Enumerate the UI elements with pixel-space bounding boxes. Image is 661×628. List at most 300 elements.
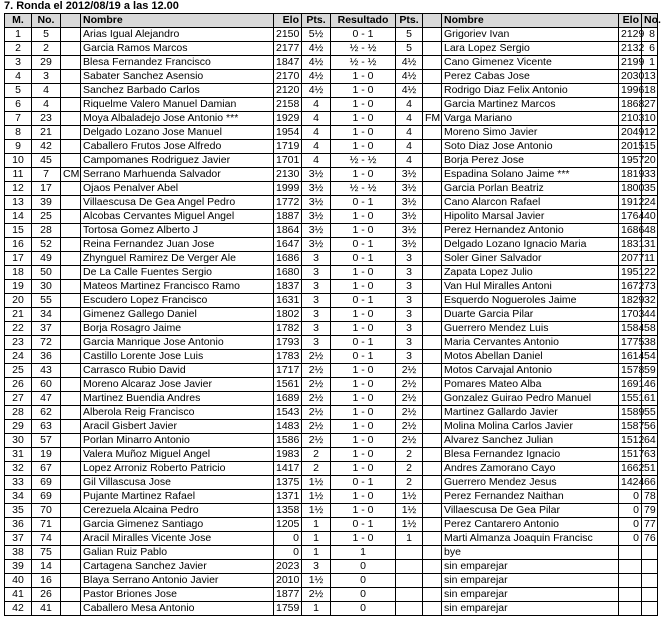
player-number-cell: 16 [32,574,61,588]
opponent-title-cell [423,308,442,322]
opponent-points-cell: 4½ [396,70,423,84]
opponent-elo-cell: 1614 [619,350,642,364]
header-result: Resultado [331,14,396,28]
player-title-cell [61,602,81,616]
player-title-cell [61,588,81,602]
opponent-title-cell [423,126,442,140]
opponent-number-cell: 73 [642,280,658,294]
player-points-cell: 2½ [302,406,331,420]
result-cell: 1 - 0 [331,532,396,546]
header-name-2: Nombre [442,14,619,28]
opponent-points-cell: 4 [396,126,423,140]
player-elo-cell: 2177 [274,42,302,56]
player-name-cell: Garcia Manrique Jose Antonio [81,336,274,350]
opponent-number-cell: 11 [642,252,658,266]
opponent-name-cell: Pomares Mateo Alba [442,378,619,392]
match-number-cell: 7 [5,112,32,126]
player-points-cell: 4 [302,154,331,168]
player-title-cell [61,546,81,560]
player-elo-cell: 1783 [274,350,302,364]
header-points-2: Pts. [396,14,423,28]
table-row [5,560,658,574]
player-name-cell: Borja Rosagro Jaime [81,322,274,336]
match-number-cell: 10 [5,154,32,168]
opponent-elo-cell [619,588,642,602]
table-row [5,308,658,322]
opponent-points-cell: 2 [396,448,423,462]
player-number-cell: 36 [32,350,61,364]
opponent-elo-cell: 1951 [619,266,642,280]
opponent-points-cell: 1½ [396,518,423,532]
player-elo-cell: 2150 [274,28,302,42]
player-points-cell: 3 [302,560,331,574]
opponent-number-cell: 1 [642,56,658,70]
header-title-2 [423,14,442,28]
opponent-title-cell [423,434,442,448]
match-number-cell: 34 [5,490,32,504]
opponent-points-cell: 4 [396,154,423,168]
opponent-elo-cell: 1662 [619,462,642,476]
opponent-points-cell: 2 [396,476,423,490]
player-title-cell [61,238,81,252]
player-name-cell: Ojaos Penalver Abel [81,182,274,196]
opponent-points-cell: 3½ [396,168,423,182]
opponent-points-cell: 3 [396,266,423,280]
result-cell: 1 - 0 [331,84,396,98]
player-title-cell [61,532,81,546]
opponent-number-cell: 46 [642,378,658,392]
match-number-cell: 21 [5,308,32,322]
opponent-number-cell: 66 [642,476,658,490]
header-elo: Elo [274,14,302,28]
opponent-elo-cell: 2129 [619,28,642,42]
header-elo-2: Elo [619,14,642,28]
result-cell: 0 - 1 [331,350,396,364]
result-cell: ½ - ½ [331,182,396,196]
player-name-cell: De La Calle Fuentes Sergio [81,266,274,280]
match-number-cell: 6 [5,98,32,112]
opponent-title-cell [423,182,442,196]
player-title-cell [61,518,81,532]
opponent-name-cell: Gonzalez Guirao Pedro Manuel [442,392,619,406]
player-number-cell: 28 [32,224,61,238]
header-points: Pts. [302,14,331,28]
player-points-cell: 3 [302,266,331,280]
match-number-cell: 18 [5,266,32,280]
opponent-title-cell [423,462,442,476]
opponent-points-cell: 3 [396,308,423,322]
player-points-cell: 1½ [302,490,331,504]
player-points-cell: 2½ [302,434,331,448]
opponent-points-cell: 3 [396,294,423,308]
opponent-name-cell: Motos Abellan Daniel [442,350,619,364]
match-number-cell: 32 [5,462,32,476]
player-points-cell: 1 [302,532,331,546]
opponent-name-cell: Soto Diaz Jose Antonio [442,140,619,154]
player-points-cell: 2 [302,462,331,476]
opponent-points-cell: 4 [396,98,423,112]
opponent-title-cell [423,504,442,518]
player-elo-cell: 1701 [274,154,302,168]
opponent-number-cell: 32 [642,294,658,308]
player-name-cell: Castillo Lorente Jose Luis [81,350,274,364]
table-row [5,518,658,532]
opponent-points-cell: 3 [396,336,423,350]
result-cell: 0 - 1 [331,196,396,210]
player-elo-cell: 1887 [274,210,302,224]
match-number-cell: 38 [5,546,32,560]
player-name-cell: Lopez Arroniz Roberto Patricio [81,462,274,476]
table-row [5,182,658,196]
table-row [5,140,658,154]
player-name-cell: Delgado Lozano Jose Manuel [81,126,274,140]
opponent-title-cell [423,322,442,336]
player-elo-cell: 1999 [274,182,302,196]
result-cell: 1 - 0 [331,112,396,126]
opponent-title-cell [423,224,442,238]
opponent-title-cell [423,140,442,154]
player-number-cell: 69 [32,490,61,504]
player-title-cell [61,126,81,140]
player-name-cell: Mateos Martinez Francisco Ramo [81,280,274,294]
player-title-cell [61,476,81,490]
opponent-name-cell: Soler Giner Salvador [442,252,619,266]
player-title-cell [61,196,81,210]
opponent-number-cell: 63 [642,448,658,462]
table-row [5,322,658,336]
player-elo-cell: 1417 [274,462,302,476]
player-name-cell: Alcobas Cervantes Miguel Angel [81,210,274,224]
match-number-cell: 26 [5,378,32,392]
opponent-title-cell [423,168,442,182]
match-number-cell: 1 [5,28,32,42]
opponent-points-cell: 2 [396,462,423,476]
opponent-elo-cell: 1691 [619,378,642,392]
opponent-number-cell: 8 [642,28,658,42]
result-cell: 1 - 0 [331,280,396,294]
player-number-cell: 7 [32,168,61,182]
player-title-cell [61,294,81,308]
opponent-elo-cell: 1831 [619,238,642,252]
player-title-cell [61,28,81,42]
opponent-points-cell [396,602,423,616]
table-row [5,476,658,490]
player-points-cell: 3 [302,336,331,350]
player-points-cell: 1 [302,602,331,616]
player-title-cell [61,308,81,322]
player-number-cell: 50 [32,266,61,280]
player-elo-cell: 1586 [274,434,302,448]
player-elo-cell: 2170 [274,70,302,84]
opponent-name-cell: Perez Fernandez Naithan [442,490,619,504]
opponent-points-cell [396,588,423,602]
player-number-cell: 2 [32,42,61,56]
player-name-cell: Caballero Mesa Antonio [81,602,274,616]
opponent-elo-cell: 2077 [619,252,642,266]
result-cell: 0 - 1 [331,336,396,350]
player-number-cell: 42 [32,140,61,154]
opponent-title-cell [423,406,442,420]
match-number-cell: 41 [5,588,32,602]
table-row [5,196,658,210]
player-points-cell: 2½ [302,350,331,364]
table-row [5,210,658,224]
opponent-elo-cell: 1686 [619,224,642,238]
opponent-name-cell: Moreno Simo Javier [442,126,619,140]
result-cell: 1 - 0 [331,322,396,336]
table-row [5,602,658,616]
opponent-number-cell: 6 [642,42,658,56]
opponent-title-cell [423,238,442,252]
opponent-points-cell: 4½ [396,56,423,70]
player-title-cell [61,350,81,364]
opponent-name-cell: Cano Gimenez Vicente [442,56,619,70]
opponent-name-cell: Hipolito Marsal Javier [442,210,619,224]
player-title-cell [61,56,81,70]
opponent-name-cell: Delgado Lozano Ignacio Maria [442,238,619,252]
match-number-cell: 42 [5,602,32,616]
opponent-number-cell: 38 [642,336,658,350]
opponent-name-cell: Esquerdo Nogueroles Jaime [442,294,619,308]
player-points-cell: 2½ [302,378,331,392]
player-name-cell: Garcia Gimenez Santiago [81,518,274,532]
result-cell: 1 - 0 [331,448,396,462]
pairings-table [4,13,661,616]
player-number-cell: 43 [32,364,61,378]
match-number-cell: 24 [5,350,32,364]
opponent-title-cell [423,210,442,224]
player-elo-cell: 1689 [274,392,302,406]
player-number-cell: 4 [32,98,61,112]
player-name-cell: Galian Ruiz Pablo [81,546,274,560]
opponent-elo-cell [619,602,642,616]
player-number-cell: 30 [32,280,61,294]
header-title [61,14,81,28]
player-name-cell: Valera Muñoz Miguel Angel [81,448,274,462]
result-cell: 1 - 0 [331,490,396,504]
opponent-points-cell: 3½ [396,210,423,224]
player-elo-cell: 1719 [274,140,302,154]
player-name-cell: Pastor Briones Jose [81,588,274,602]
header-number-2: No. [642,14,658,28]
opponent-title-cell [423,84,442,98]
opponent-number-cell: 58 [642,322,658,336]
result-cell: ½ - ½ [331,42,396,56]
opponent-number-cell: 59 [642,364,658,378]
match-number-cell: 37 [5,532,32,546]
table-row [5,154,658,168]
player-title-cell [61,252,81,266]
player-title-cell [61,504,81,518]
player-points-cell: 3 [302,280,331,294]
opponent-elo-cell [619,546,642,560]
opponent-title-cell [423,574,442,588]
player-points-cell: 3 [302,308,331,322]
player-points-cell: 4½ [302,56,331,70]
opponent-name-cell: Garcia Porlan Beatriz [442,182,619,196]
opponent-name-cell: Borja Perez Jose [442,154,619,168]
table-row [5,364,658,378]
header-name: Nombre [81,14,274,28]
match-number-cell: 19 [5,280,32,294]
player-points-cell: 3½ [302,224,331,238]
result-cell: ½ - ½ [331,56,396,70]
opponent-elo-cell: 0 [619,504,642,518]
player-elo-cell: 1561 [274,378,302,392]
player-points-cell: 5½ [302,28,331,42]
player-name-cell: Gil Villascusa Jose [81,476,274,490]
opponent-number-cell [642,546,658,560]
player-elo-cell: 1205 [274,518,302,532]
player-elo-cell: 1802 [274,308,302,322]
opponent-title-cell [423,56,442,70]
player-points-cell: 4 [302,98,331,112]
header-row [5,14,658,28]
player-name-cell: Pujante Martinez Rafael [81,490,274,504]
opponent-name-cell: Blesa Fernandez Ignacio [442,448,619,462]
player-name-cell: Moreno Alcaraz Jose Javier [81,378,274,392]
player-elo-cell: 1371 [274,490,302,504]
result-cell: 1 - 0 [331,168,396,182]
opponent-elo-cell: 2049 [619,126,642,140]
opponent-title-cell [423,42,442,56]
result-cell: 1 - 0 [331,392,396,406]
result-cell: 1 - 0 [331,308,396,322]
player-title-cell [61,378,81,392]
player-name-cell: Caballero Frutos Jose Alfredo [81,140,274,154]
opponent-number-cell: 78 [642,490,658,504]
opponent-name-cell: Rodrigo Diaz Felix Antonio [442,84,619,98]
opponent-name-cell: Garcia Martinez Marcos [442,98,619,112]
player-number-cell: 75 [32,546,61,560]
opponent-name-cell: Guerrero Mendez Jesus [442,476,619,490]
table-row [5,126,658,140]
match-number-cell: 31 [5,448,32,462]
opponent-name-cell: Marti Almanza Joaquin Francisc [442,532,619,546]
opponent-name-cell: Zapata Lopez Julio [442,266,619,280]
opponent-number-cell: 31 [642,238,658,252]
player-title-cell [61,322,81,336]
player-number-cell: 23 [32,112,61,126]
table-row [5,294,658,308]
match-number-cell: 33 [5,476,32,490]
table-row [5,462,658,476]
player-name-cell: Aracil Miralles Vicente Jose [81,532,274,546]
player-title-cell [61,266,81,280]
player-title-cell [61,406,81,420]
opponent-number-cell [642,588,658,602]
player-name-cell: Porlan Minarro Antonio [81,434,274,448]
result-cell: 0 - 1 [331,518,396,532]
opponent-name-cell: Molina Molina Carlos Javier [442,420,619,434]
result-cell: 1 - 0 [331,420,396,434]
player-number-cell: 67 [32,462,61,476]
opponent-title-cell [423,336,442,350]
result-cell: 1 - 0 [331,70,396,84]
table-row [5,406,658,420]
player-points-cell: 2½ [302,392,331,406]
player-title-cell [61,112,81,126]
header-number: No. [32,14,61,28]
opponent-elo-cell: 1589 [619,406,642,420]
opponent-elo-cell [619,574,642,588]
opponent-title-cell [423,518,442,532]
player-number-cell: 34 [32,308,61,322]
match-number-cell: 23 [5,336,32,350]
opponent-title-cell: FM [423,112,442,126]
opponent-elo-cell: 2030 [619,70,642,84]
match-number-cell: 39 [5,560,32,574]
opponent-points-cell: 4½ [396,84,423,98]
opponent-elo-cell: 1829 [619,294,642,308]
opponent-points-cell: 3 [396,252,423,266]
table-row [5,448,658,462]
player-title-cell [61,392,81,406]
opponent-title-cell [423,546,442,560]
opponent-name-cell: sin emparejar [442,574,619,588]
opponent-points-cell: 2½ [396,378,423,392]
player-elo-cell: 2120 [274,84,302,98]
player-title-cell [61,462,81,476]
opponent-elo-cell: 1957 [619,154,642,168]
player-name-cell: Reina Fernandez Juan Jose [81,238,274,252]
table-row [5,98,658,112]
match-number-cell: 20 [5,294,32,308]
opponent-number-cell: 20 [642,154,658,168]
player-title-cell [61,70,81,84]
result-cell: 1 - 0 [331,98,396,112]
match-number-cell: 12 [5,182,32,196]
player-elo-cell: 1358 [274,504,302,518]
opponent-title-cell [423,350,442,364]
player-points-cell: 4½ [302,42,331,56]
player-points-cell: 2 [302,448,331,462]
match-number-cell: 15 [5,224,32,238]
opponent-name-cell: Guerrero Mendez Luis [442,322,619,336]
table-row [5,56,658,70]
opponent-number-cell: 55 [642,406,658,420]
opponent-number-cell: 61 [642,392,658,406]
match-number-cell: 3 [5,56,32,70]
opponent-number-cell: 56 [642,420,658,434]
opponent-points-cell: 5 [396,28,423,42]
opponent-name-cell: Villaescusa De Gea Pilar [442,504,619,518]
opponent-points-cell: 2½ [396,392,423,406]
result-cell: 1 - 0 [331,266,396,280]
opponent-title-cell [423,294,442,308]
match-number-cell: 8 [5,126,32,140]
player-title-cell [61,98,81,112]
table-row [5,588,658,602]
table-row [5,224,658,238]
player-elo-cell: 1782 [274,322,302,336]
player-number-cell: 47 [32,392,61,406]
player-number-cell: 55 [32,294,61,308]
player-title-cell [61,490,81,504]
opponent-points-cell: 3 [396,322,423,336]
opponent-elo-cell: 0 [619,518,642,532]
player-number-cell: 69 [32,476,61,490]
result-cell: 0 - 1 [331,294,396,308]
player-name-cell: Tortosa Gomez Alberto J [81,224,274,238]
player-title-cell: CM [61,168,81,182]
opponent-number-cell: 76 [642,532,658,546]
player-title-cell [61,280,81,294]
opponent-points-cell [396,574,423,588]
opponent-name-cell: Perez Hernandez Antonio [442,224,619,238]
player-points-cell: 3½ [302,210,331,224]
opponent-number-cell: 35 [642,182,658,196]
